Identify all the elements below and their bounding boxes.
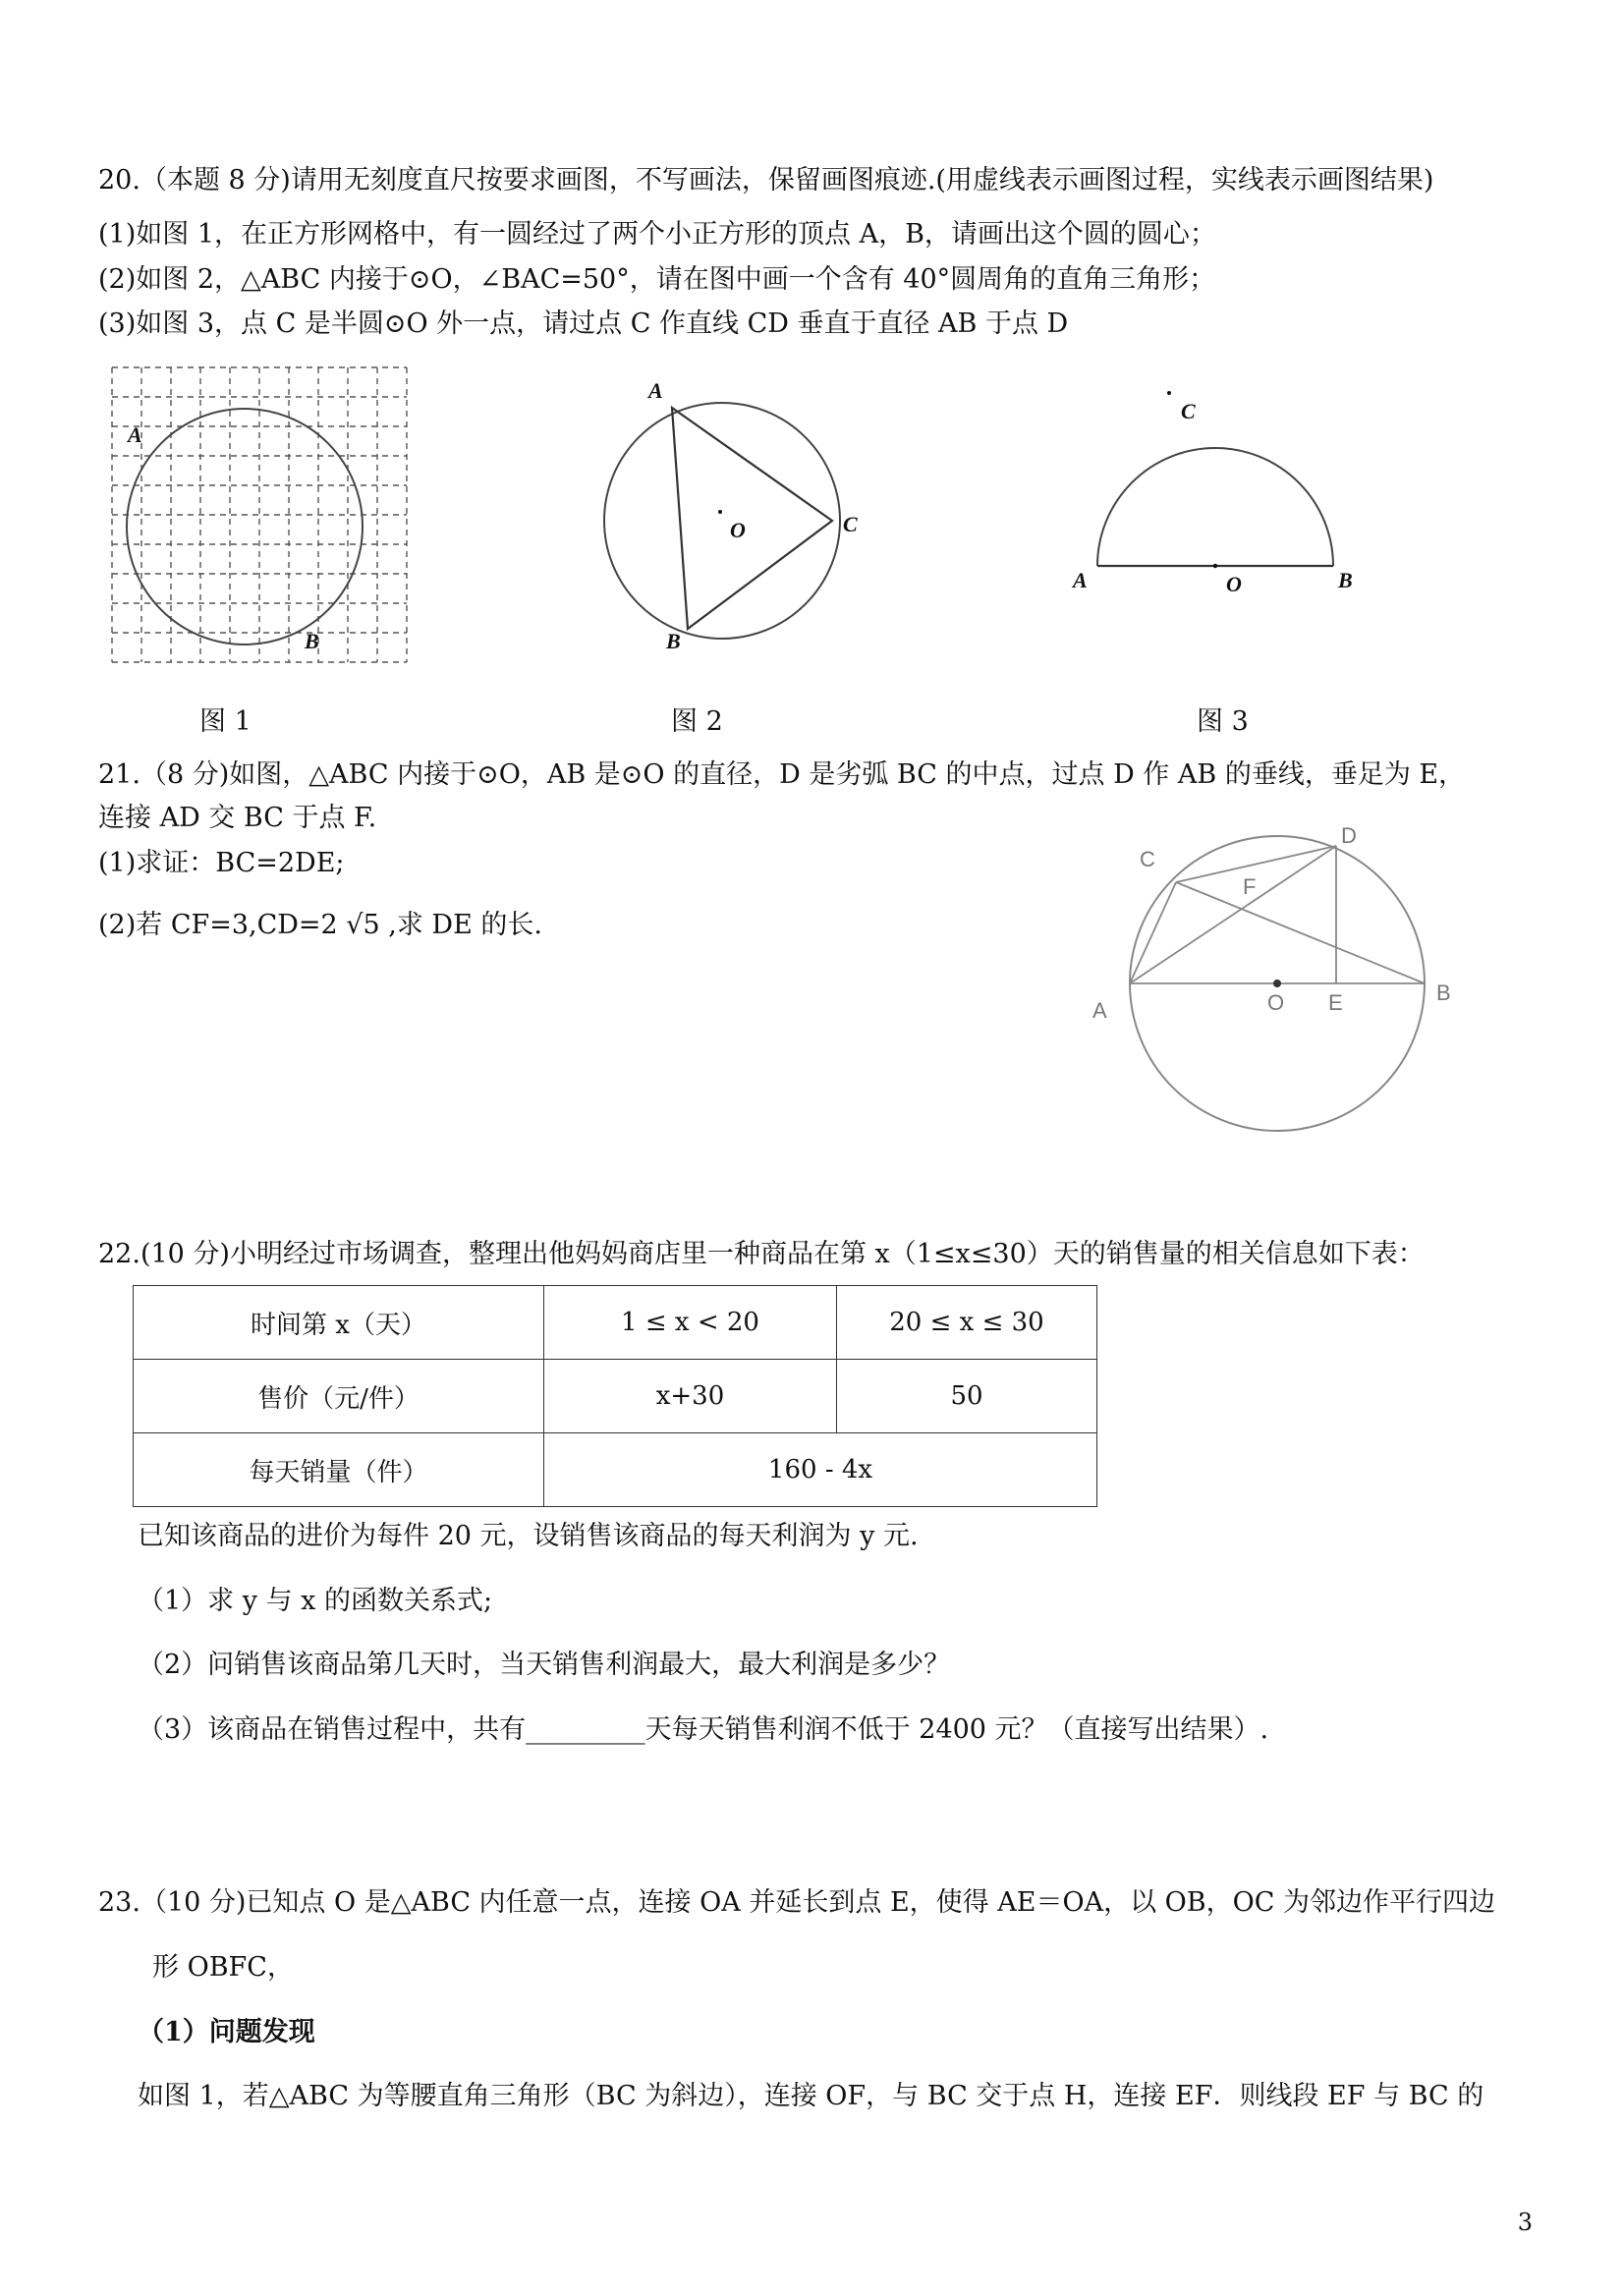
q22-subq1: （1）求 y 与 x 的函数关系式; [138,1586,493,1616]
figure-1-caption: 图 1 [199,706,252,737]
table-cell: 20 ≤ x ≤ 30 [837,1286,1097,1360]
svg-text:B: B [1338,568,1353,592]
q21-part2: (2)若 CF=3,CD=2 √5 ,求 DE 的长. [98,910,542,940]
table-cell: 50 [837,1360,1097,1433]
svg-text:O: O [730,518,746,542]
svg-text:B: B [305,629,319,653]
q23-line2: 形 OBFC， [152,1952,294,1983]
svg-text:B: B [666,629,681,653]
table-cell: 1 ≤ x < 20 [544,1286,837,1360]
q20-part1: (1)如图 1，在正方形网格中，有一圆经过了两个小正方形的顶点 A，B，请画出这个圆的圆心； [98,219,1216,250]
q21-line2: 连接 AD 交 BC 于点 F. [98,803,377,833]
q23-heading: （1）问题发现 [138,2017,315,2047]
svg-text:F: F [1243,874,1257,899]
svg-text:B: B [1436,980,1451,1005]
table-cell: 160 - 4x [544,1433,1097,1507]
svg-text:O: O [1267,990,1285,1015]
page-number: 3 [1517,2209,1533,2236]
table-cell: 时间第 x（天） [134,1286,544,1360]
svg-text:A: A [648,378,663,403]
svg-text:E: E [1328,990,1343,1015]
figure-2-inscribed-triangle [589,368,884,663]
svg-text:O: O [1226,572,1242,596]
svg-text:D: D [1341,823,1357,848]
table-cell: x+30 [544,1360,837,1433]
figure-2-caption: 图 2 [671,706,723,737]
q21-line1: 21.（8 分)如图，△ABC 内接于⊙O，AB 是⊙O 的直径，D 是劣弧 BC 的中点，过点 D 作 AB 的垂线，垂足为 E， [98,759,1466,790]
q22-subq3: （3）该商品在销售过程中，共有_________天每天销售利润不低于 2400 元？（直接写出结果）. [138,1714,1269,1745]
svg-text:C: C [1140,847,1155,871]
figure-q21-circle [1081,815,1474,1149]
figure-1-grid-circle [98,354,432,678]
svg-text:C: C [1181,399,1196,423]
sales-table [133,1285,1097,1507]
q21-part1: (1)求证：BC=2DE; [98,848,345,878]
figure-3-semicircle [1061,373,1375,609]
table-cell: 每天销量（件） [134,1433,544,1507]
figure-3-caption: 图 3 [1197,706,1249,737]
svg-text:C: C [843,512,858,536]
q20-title: 20.（本题 8 分)请用无刻度直尺按要求画图，不写画法，保留画图痕迹.(用虚线表示画图过程，实线表示画图结果) [98,165,1434,196]
svg-text:A: A [1092,998,1107,1023]
q23-line3: 如图 1，若△ABC 为等腰直角三角形（BC 为斜边），连接 OF，与 BC 交于点 H，连接 EF．则线段 EF 与 BC 的 [138,2081,1484,2111]
svg-text:A: A [1073,568,1088,592]
q22-given: 已知该商品的进价为每件 20 元，设销售该商品的每天利润为 y 元. [138,1521,919,1551]
table-row [134,1433,1097,1507]
table-row [134,1360,1097,1433]
q20-part2: (2)如图 2，△ABC 内接于⊙O，∠BAC=50°，请在图中画一个含有 40°圆周角的直角三角形； [98,264,1216,295]
q20-part3: (3)如图 3，点 C 是半圆⊙O 外一点，请过点 C 作直线 CD 垂直于直径 AB 于点 D [98,308,1069,339]
q22-subq2: （2）问销售该商品第几天时，当天销售利润最大，最大利润是多少？ [138,1650,951,1680]
table-row [134,1286,1097,1360]
q23-line1: 23.（10 分)已知点 O 是△ABC 内任意一点，连接 OA 并延长到点 E，使得 AE＝OA，以 OB，OC 为邻边作平行四边 [98,1887,1496,1918]
table-cell: 售价（元/件） [134,1360,544,1433]
q22-intro: 22.(10 分)小明经过市场调查，整理出他妈妈商店里一种商品在第 x（1≤x≤30）天的销售量的相关信息如下表： [98,1239,1425,1269]
svg-text:A: A [128,422,142,447]
